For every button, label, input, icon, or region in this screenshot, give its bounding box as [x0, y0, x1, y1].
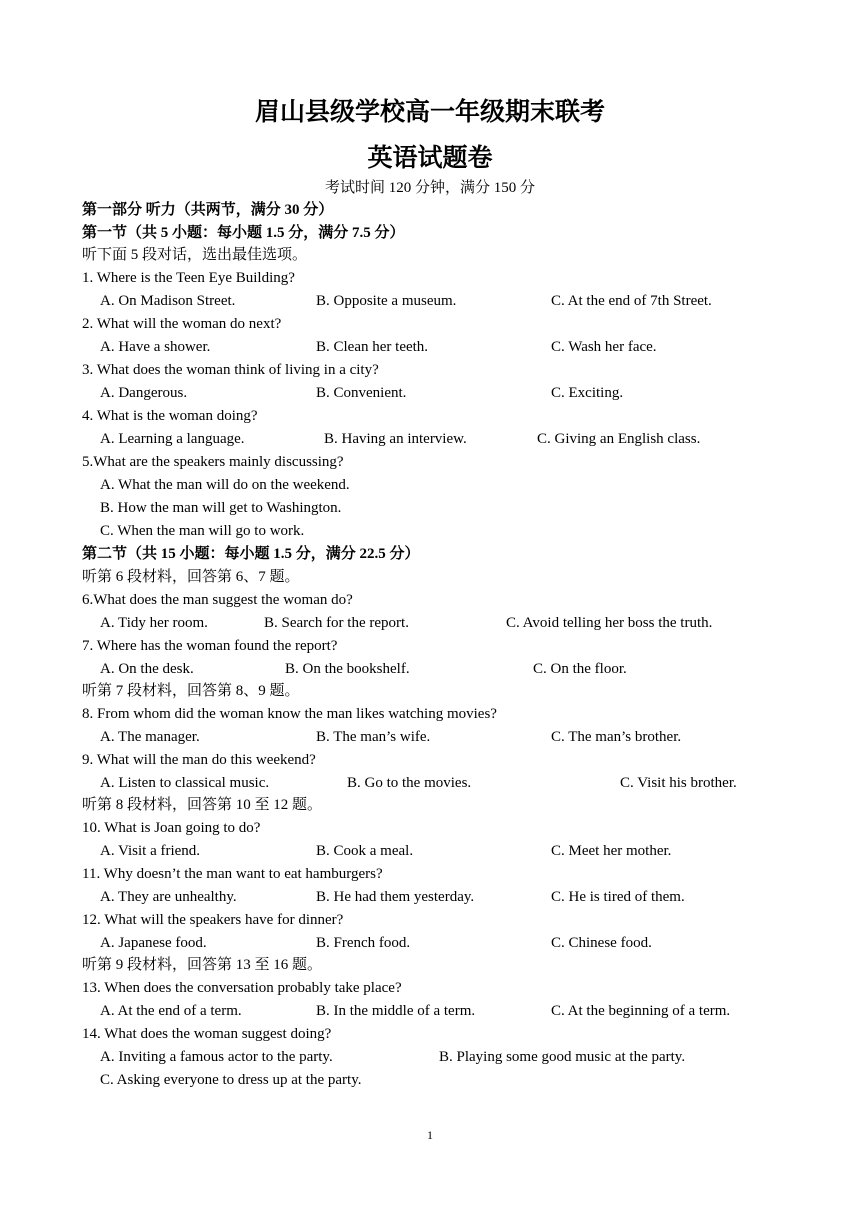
q14-option-c: C. Asking everyone to dress up at the party. — [100, 1072, 362, 1088]
material-6-instruction: 听第 6 段材料，回答第 6、7 题。 — [82, 569, 300, 585]
q13-option-c: C. At the beginning of a term. — [551, 1003, 731, 1019]
section2-heading: 第二节（共 15 小题：每小题 1.5 分，满分 22.5 分） — [82, 546, 420, 562]
material-8-instruction: 听第 8 段材料，回答第 10 至 12 题。 — [82, 797, 323, 813]
q12-option-a: A. Japanese food. — [100, 935, 207, 951]
q1-option-c: C. At the end of 7th Street. — [551, 293, 712, 309]
q6-option-c: C. Avoid telling her boss the truth. — [506, 615, 713, 631]
q5-option-c: C. When the man will go to work. — [100, 523, 305, 539]
q13-option-a: A. At the end of a term. — [100, 1003, 242, 1019]
q6-option-b: B. Search for the report. — [264, 615, 409, 631]
q12-option-c: C. Chinese food. — [551, 935, 652, 951]
question-6: 6.What does the man suggest the woman do? — [82, 592, 353, 608]
section1-heading: 第一节（共 5 小题：每小题 1.5 分，满分 7.5 分） — [82, 225, 405, 241]
q9-option-b: B. Go to the movies. — [347, 775, 472, 791]
question-13: 13. When does the conversation probably take place? — [82, 980, 402, 996]
question-7: 7. Where has the woman found the report? — [82, 638, 338, 654]
q8-option-b: B. The man’s wife. — [316, 729, 431, 745]
q11-option-b: B. He had them yesterday. — [316, 889, 475, 905]
question-8: 8. From whom did the woman know the man likes watching movies? — [82, 706, 497, 722]
q7-option-b: B. On the bookshelf. — [285, 661, 410, 677]
q8-option-a: A. The manager. — [100, 729, 200, 745]
q4-option-c: C. Giving an English class. — [537, 431, 701, 447]
q2-option-b: B. Clean her teeth. — [316, 339, 429, 355]
q10-option-b: B. Cook a meal. — [316, 843, 414, 859]
q9-option-a: A. Listen to classical music. — [100, 775, 270, 791]
question-1: 1. Where is the Teen Eye Building? — [82, 270, 295, 286]
q3-option-a: A. Dangerous. — [100, 385, 188, 401]
q1-option-a: A. On Madison Street. — [100, 293, 236, 309]
section1-instruction: 听下面 5 段对话，选出最佳选项。 — [82, 247, 308, 263]
q5-option-a: A. What the man will do on the weekend. — [100, 477, 350, 493]
q2-option-c: C. Wash her face. — [551, 339, 657, 355]
q3-option-c: C. Exciting. — [551, 385, 624, 401]
exam-info: 考试时间 120 分钟，满分 150 分 — [324, 180, 535, 196]
q7-option-a: A. On the desk. — [100, 661, 194, 677]
question-11: 11. Why doesn’t the man want to eat hamburgers? — [82, 866, 383, 882]
q8-option-c: C. The man’s brother. — [551, 729, 682, 745]
q11-option-a: A. They are unhealthy. — [100, 889, 237, 905]
question-10: 10. What is Joan going to do? — [82, 820, 261, 836]
question-4: 4. What is the woman doing? — [82, 408, 258, 424]
question-14: 14. What does the woman suggest doing? — [82, 1026, 332, 1042]
page-number: 1 — [427, 1128, 433, 1142]
q3-option-b: B. Convenient. — [316, 385, 407, 401]
q7-option-c: C. On the floor. — [533, 661, 627, 677]
question-3: 3. What does the woman think of living in a city? — [82, 362, 379, 378]
exam-subtitle: 英语试题卷 — [367, 143, 493, 172]
q10-option-a: A. Visit a friend. — [100, 843, 201, 859]
q11-option-c: C. He is tired of them. — [551, 889, 685, 905]
q6-option-a: A. Tidy her room. — [100, 615, 208, 631]
question-9: 9. What will the man do this weekend? — [82, 752, 316, 768]
question-5: 5.What are the speakers mainly discussing? — [82, 454, 344, 470]
q4-option-a: A. Learning a language. — [100, 431, 245, 447]
q12-option-b: B. French food. — [316, 935, 411, 951]
q1-option-b: B. Opposite a museum. — [316, 293, 457, 309]
q5-option-b: B. How the man will get to Washington. — [100, 500, 342, 516]
q4-option-b: B. Having an interview. — [324, 431, 467, 447]
q2-option-a: A. Have a shower. — [100, 339, 211, 355]
exam-title: 眉山县级学校高一年级期末联考 — [254, 97, 605, 126]
material-9-instruction: 听第 9 段材料，回答第 13 至 16 题。 — [82, 957, 323, 973]
q13-option-b: B. In the middle of a term. — [316, 1003, 476, 1019]
question-12: 12. What will the speakers have for dinner? — [82, 912, 344, 928]
part1-heading: 第一部分 听力（共两节，满分 30 分） — [82, 202, 334, 218]
q10-option-c: C. Meet her mother. — [551, 843, 672, 859]
material-7-instruction: 听第 7 段材料，回答第 8、9 题。 — [82, 683, 300, 699]
q14-option-b: B. Playing some good music at the party. — [439, 1049, 686, 1065]
q9-option-c: C. Visit his brother. — [620, 775, 737, 791]
question-2: 2. What will the woman do next? — [82, 316, 282, 332]
q14-option-a: A. Inviting a famous actor to the party. — [100, 1049, 333, 1065]
